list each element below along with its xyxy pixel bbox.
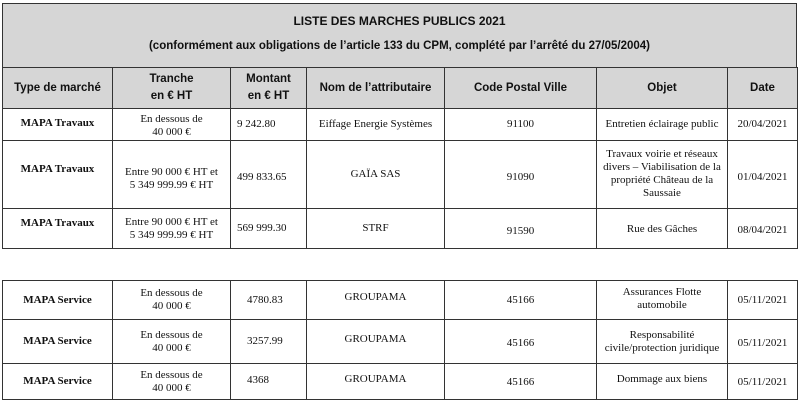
cell-code-postal: 45166 (445, 364, 597, 400)
cell-montant: 9 242.80 (231, 109, 307, 141)
cell-tranche: En dessous de 40 000 € (113, 320, 231, 364)
header-row (3, 68, 798, 109)
header-type: Type de marché (3, 68, 113, 109)
cell-type: MAPA Travaux (3, 109, 113, 141)
cell-date: 01/04/2021 (728, 141, 798, 209)
cell-code-postal: 45166 (445, 320, 597, 364)
cell-objet: Rue des Gâches (597, 209, 728, 249)
cell-tranche: En dessous de 40 000 € (113, 109, 231, 141)
cell-montant: 4368 (231, 364, 307, 400)
cell-code-postal: 91590 (445, 209, 597, 249)
header-objet: Objet (597, 68, 728, 109)
cell-montant: 569 999.30 (231, 209, 307, 249)
cell-tranche: En dessous de 40 000 € (113, 364, 231, 400)
cell-date: 08/04/2021 (728, 209, 798, 249)
cell-type: MAPA Service (3, 320, 113, 364)
table-row (3, 281, 798, 320)
cell-montant: 3257.99 (231, 320, 307, 364)
cell-attributaire: STRF (307, 209, 445, 249)
header-attributaire: Nom de l’attributaire (307, 68, 445, 109)
cell-montant: 4780.83 (231, 281, 307, 320)
table-row (3, 141, 798, 209)
cell-tranche: Entre 90 000 € HT et 5 349 999.99 € HT (113, 209, 231, 249)
public-contracts-sheet (2, 3, 797, 400)
cell-code-postal: 91090 (445, 141, 597, 209)
cell-montant: 499 833.65 (231, 141, 307, 209)
cell-type: MAPA Service (3, 281, 113, 320)
title-box (2, 3, 797, 67)
table-row (3, 320, 798, 364)
cell-attributaire: GAÏA SAS (307, 141, 445, 209)
cell-tranche: Entre 90 000 € HT et 5 349 999.99 € HT (113, 141, 231, 209)
cell-code-postal: 91100 (445, 109, 597, 141)
cell-attributaire: Eiffage Energie Systèmes (307, 109, 445, 141)
cell-date: 05/11/2021 (728, 364, 798, 400)
cell-type: MAPA Travaux (3, 141, 113, 209)
table-row (3, 109, 798, 141)
cell-type: MAPA Travaux (3, 209, 113, 249)
cell-type: MAPA Service (3, 364, 113, 400)
cell-tranche: En dessous de 40 000 € (113, 281, 231, 320)
service-contracts-table (2, 280, 798, 400)
cell-objet: Entretien éclairage public (597, 109, 728, 141)
table-row (3, 364, 798, 400)
contracts-table (2, 67, 798, 249)
header-montant: Montant en € HT (231, 68, 307, 109)
cell-date: 05/11/2021 (728, 320, 798, 364)
cell-code-postal: 45166 (445, 281, 597, 320)
document-title: LISTE DES MARCHES PUBLICS 2021 (293, 14, 506, 28)
cell-objet: Responsabilité civile/protection juridique (597, 320, 728, 364)
header-code-postal: Code Postal Ville (445, 68, 597, 109)
table-row (3, 209, 798, 249)
cell-date: 20/04/2021 (728, 109, 798, 141)
cell-objet: Dommage aux biens (597, 364, 728, 400)
cell-attributaire: GROUPAMA (307, 320, 445, 364)
cell-attributaire: GROUPAMA (307, 364, 445, 400)
cell-date: 05/11/2021 (728, 281, 798, 320)
header-tranche: Tranche en € HT (113, 68, 231, 109)
header-date: Date (728, 68, 798, 109)
cell-objet: Assurances Flotte automobile (597, 281, 728, 320)
document-subtitle: (conformément aux obligations de l’article 133 du CPM, complété par l’arrêté du 27/05/2004) (148, 40, 651, 52)
cell-attributaire: GROUPAMA (307, 281, 445, 320)
cell-objet: Travaux voirie et réseaux divers – Viabilisation de la propriété Château de la Saussaie (597, 141, 728, 209)
